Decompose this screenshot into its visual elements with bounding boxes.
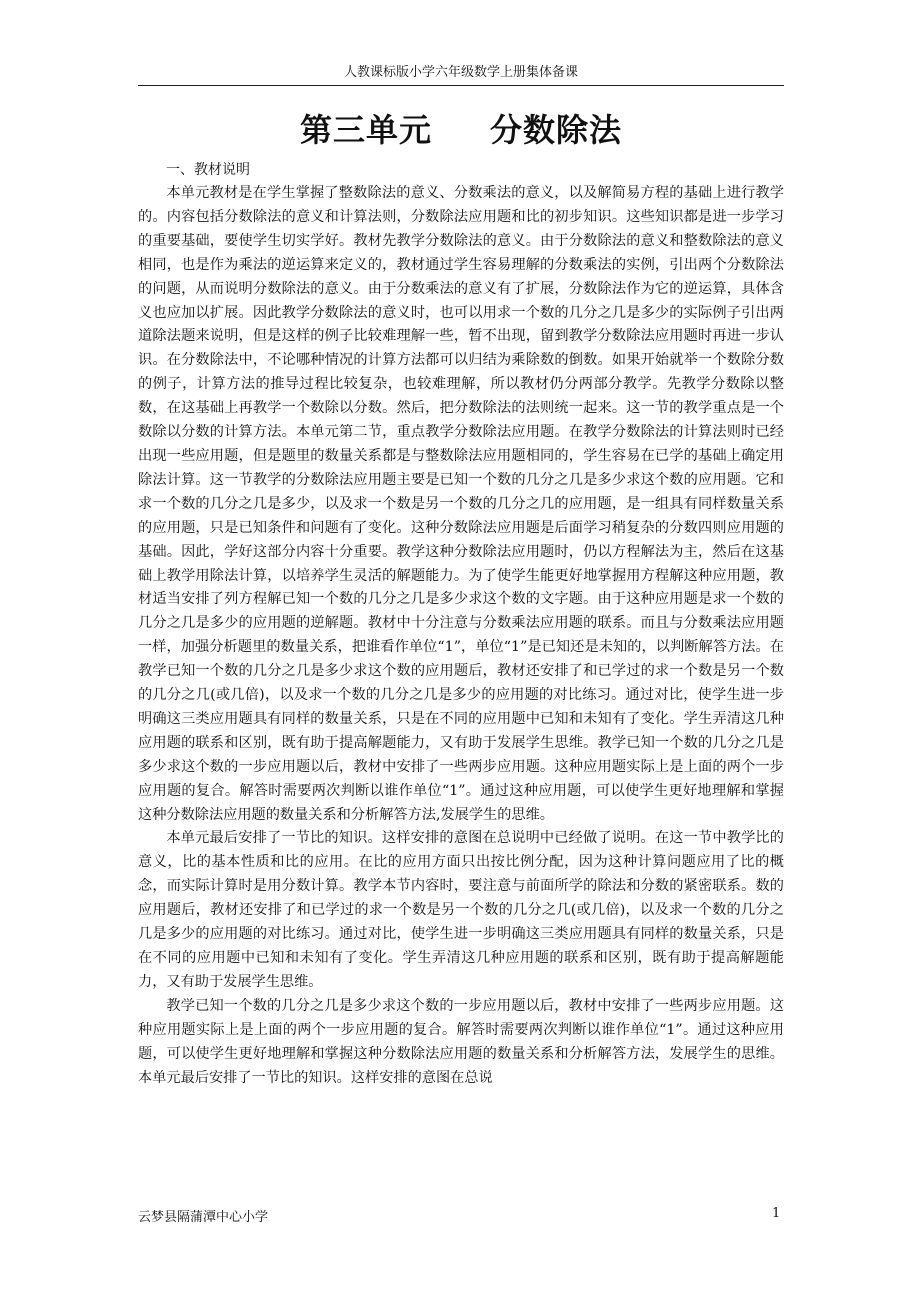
title-unit: 第三单元 (299, 111, 432, 149)
paragraph-1: 本单元教材是在学生掌握了整数除法的意义、分数乘法的意义，以及解简易方程的基础上进行教学的。内容包括分数除法的意义和计算法则，分数除法应用题和比的初步知识。这些知识都是进一步学习的重要基础，要使学生切实学好。教材先教学分数除法的意义。由于分数除法的意义和整数除法的意义相同，也是作为乘法的逆运算来定义的，教材通过学生容易理解的分数乘法的实例，引出两个分数除法的问题，从而说明分数除法的意义。由于分数乘法的意义有了扩展，分数除法作为它的逆运算，具体含义也应加以扩展。因此教学分数除法的意义时，也可以用求一个数的几分之几是多少的实际例子引出两道除法题来说明，但是这样的例子比较难理解一些，暂不出现，留到教学分数除法应用题时再进一步认识。在分数除法中，不论哪种情况的计算方法都可以归结为乘除数的倒数。如果开始就举一个数除分数的例子，计算方法的推导过程比较复杂，也较难理解，所以教材仍分两部分教学。先教学分数除以整数，在这基础上再教学一个数除以分数。然后，把分数除法的法则统一起来。这一节的教学重点是一个数除以分数的计算方法。本单元第二节，重点教学分数除法应用题。在教学分数除法的计算法则时已经出现一些应用题，但是题里的数量关系都是与整数除法应用题相同的，学生容易在已学的基础上确定用除法计算。这一节教学的分数除法应用题主要是已知一个数的几分之几是多少求这个数的应用题。它和求一个数的几分之几是多少，以及求一个数是另一个数的几分之几的应用题，是一组具有同样数量关系的应用题，只是已知条件和问题有了变化。这种分数除法应用题是后面学习稍复杂的分数四则应用题的基础。因此，学好这部分内容十分重要。教学这种分数除法应用题时，仍以方程解法为主，然后在这基础上教学用除法计算，以培养学生灵活的解题能力。为了使学生能更好地掌握用方程解这种应用题，教材适当安排了列方程解已知一个数的几分之几是多少求这个数的文字题。由于这种应用题是求一个数的几分之几是多少的应用题的逆解题。教材中十分注意与分数乘法应用题的联系。而且与分数乘法应用题一样，加强分析题里的数量关系，把谁看作单位“1”，单位“1”是已知还是未知的，以判断解答方法。在教学已知一个数的几分之几是多少求这个数的应用题后，教材还安排了和已学过的求一个数是另一个数的几分之几(或几倍)，以及求一个数的几分之几是多少的应用题的对比练习。通过对比，使学生进一步明确这三类应用题具有同样的数量关系，只是在不同的应用题中已知和未知有了变化。学生弄清这几种应用题的联系和区别，既有助于提高解题能力，又有助于发展学生思维。教学已知一个数的几分之几是多少求这个数的一步应用题以后，教材中安排了一些两步应用题。这种应用题实际上是上面的两个一步应用题的复合。解答时需要两次判断以谁作单位“1”。通过这种应用题，可以使学生更好地理解和掌握这种分数除法应用题的数量关系和分析解答方法,发展学生的思维。 (138, 185, 784, 823)
paragraph-3: 教学已知一个数的几分之几是多少求这个数的一步应用题以后，教材中安排了一些两步应用题。这种应用题实际上是上面的两个一步应用题的复合。解答时需要两次判断以谁作单位“1”。通过这种应用题，可以使学生更好地理解和掌握这种分数除法应用题的数量关系和分析解答方法，发展学生的思维。本单元最后安排了一节比的知识。这样安排的意图在总说 (138, 997, 784, 1086)
paragraph-2: 本单元最后安排了一节比的知识。这样安排的意图在总说明中已经做了说明。在这一节中教学比的意义，比的基本性质和比的应用。在比的应用方面只出按比例分配，因为这种计算问题应用了比的概念，而实际计算时是用分数计算。教学本节内容时，要注意与前面所学的除法和分数的紧密联系。数的应用题后，教材还安排了和已学过的求一个数是另一个数的几分之几(或几倍)，以及求一个数的几分之几是多少的应用题的对比练习。通过对比，使学生进一步明确这三类应用题具有同样的数量关系，只是在不同的应用题中已知和未知有了变化。学生弄清这几种应用题的联系和区别，既有助于提高解题能力，又有助于发展学生思维。 (138, 830, 784, 990)
title-topic: 分数除法 (490, 111, 623, 149)
page-header: 人教课标版小学六年级数学上册集体备课 (343, 65, 578, 80)
header-rule (138, 85, 784, 86)
page-title (138, 108, 784, 152)
page-number: 1 (772, 1206, 781, 1221)
document-body (138, 158, 784, 1090)
footer-school: 云梦县隔蒲潭中心小学 (138, 1210, 269, 1225)
section-heading: 一、教材说明 (166, 162, 250, 178)
